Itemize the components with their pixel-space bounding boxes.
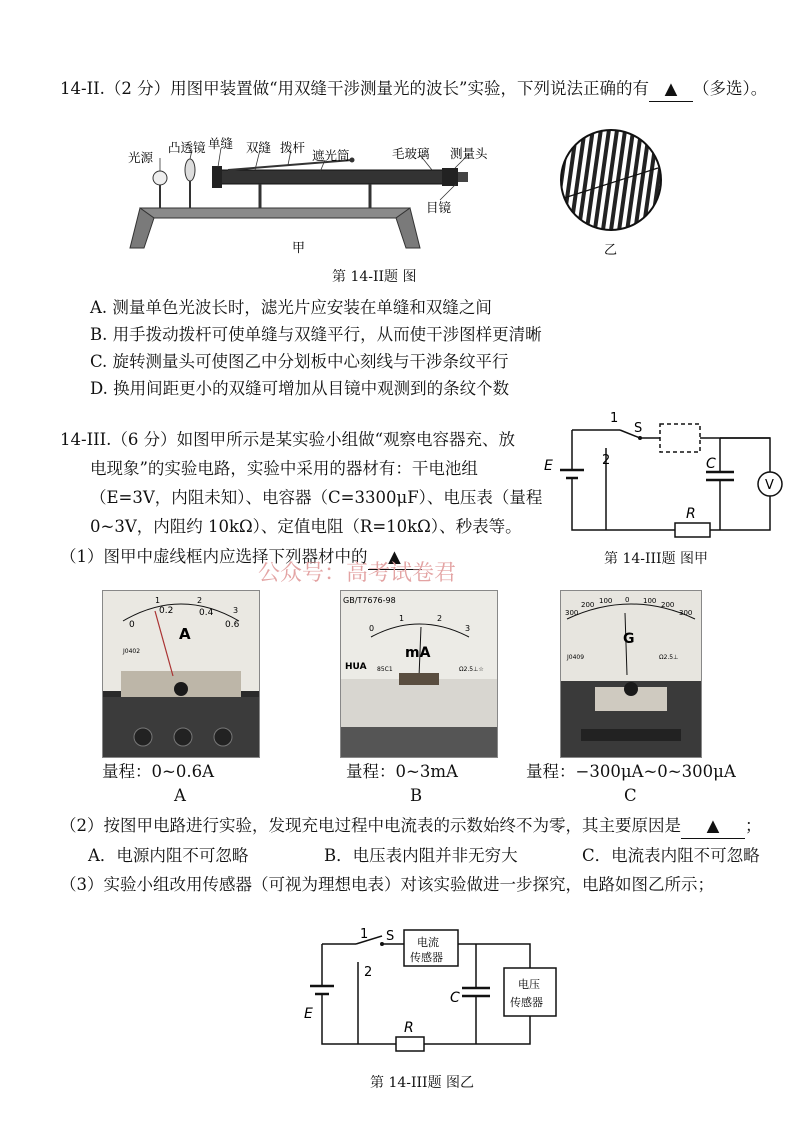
circuit-a-caption: 第 14-III题 图甲: [604, 551, 709, 567]
part-2-text: （2）按图甲电路进行实验，发现充电过程中电流表的示数始终不为零，其主要原因是: [60, 816, 681, 835]
question-14-3-line-2: 电现象”的实验电路，实验中采用的器材有：干电池组: [90, 459, 478, 478]
meter-c-tick-1: 200: [581, 601, 595, 609]
label-switch: S: [386, 929, 395, 944]
label-fig-b: 乙: [604, 243, 618, 258]
current-sensor-label-2: 传感器: [410, 951, 443, 964]
fringe-stripes: [552, 121, 674, 245]
label-single-slit: 单缝: [208, 136, 234, 151]
label-resistor: R: [686, 506, 696, 522]
label-emf: E: [304, 1006, 313, 1022]
meter-b-brand: HUA: [345, 662, 367, 672]
meter-b-letter[interactable]: B: [410, 786, 423, 805]
label-eyepiece: 目镜: [426, 200, 452, 215]
meter-b-tick-0: 0: [369, 624, 375, 633]
meter-a-scale2-3: 3: [233, 606, 239, 615]
circuit-diagram-b: [300, 922, 580, 1062]
meter-b-note: 85C1: [377, 666, 393, 673]
question-14-3-line-4: 0~3V，内阻约 10kΩ）、定值电阻（R=10kΩ）、秒表等。: [90, 517, 522, 536]
answer-marker: ▲: [388, 547, 401, 566]
resistor-r: [396, 1037, 424, 1051]
label-emf: E: [544, 458, 553, 474]
meter-photo-a[interactable]: [102, 590, 260, 758]
part-2-option-c[interactable]: C．电流表内阻不可忽略: [582, 846, 760, 865]
meter-a-tick-3: 0.6: [225, 620, 240, 630]
label-lever: 拨杆: [280, 140, 306, 155]
part-3-stem: （3）实验小组改用传感器（可视为理想电表）对该实验做进一步探究，电路如图乙所示；: [60, 875, 714, 894]
figure-caption-14-2: 第 14-II题 图: [332, 269, 417, 285]
part-2-option-a[interactable]: A．电源内阻不可忽略: [88, 846, 249, 865]
meter-a-model: J0402: [123, 648, 141, 655]
question-14-3-line-1: 14-III.（6 分）如图甲所示是某实验小组做“观察电容器充、放: [60, 430, 516, 449]
label-light-source: 光源: [128, 150, 154, 165]
label-frosted-glass: 毛玻璃: [392, 146, 430, 161]
meter-c-tick-2: 100: [599, 597, 613, 605]
watermark: 公众号：高考试卷君: [258, 561, 457, 586]
answer-blank[interactable]: [649, 77, 693, 102]
circuit-diagram-a: [540, 408, 790, 548]
dashed-meter-box: [660, 424, 700, 452]
optical-bench: [140, 208, 410, 218]
question-14-2-tail: （多选）。: [692, 79, 768, 98]
question-14-2-text: 14-II.（2 分）用图甲装置做“用双缝干涉测量光的波长”实验，下列说法正确的有: [60, 79, 649, 98]
light-bulb: [153, 171, 167, 185]
label-double-slit: 双缝: [246, 140, 272, 155]
meter-a-scale2-1: 1: [155, 596, 161, 605]
label-fig-a: 甲: [292, 241, 306, 256]
meter-photo-c[interactable]: [560, 590, 702, 758]
resistor-r: [675, 523, 710, 537]
meter-c-range: 量程：−300μA~0~300μA: [526, 762, 736, 781]
meter-b-range: 量程：0~3mA: [346, 762, 458, 781]
label-capacitor: C: [450, 990, 460, 1006]
meter-b-tick-3: 3: [465, 624, 471, 633]
label-switch: S: [634, 421, 643, 436]
meter-a-tick-0: 0: [129, 620, 135, 630]
answer-marker: ▲: [706, 816, 720, 835]
meter-photo-b[interactable]: [340, 590, 498, 758]
voltage-sensor-label-1: 电压: [518, 978, 540, 991]
label-resistor: R: [404, 1020, 414, 1036]
part-2-tail: ；: [745, 816, 762, 835]
meter-b-tick-2: 2: [437, 614, 443, 623]
label-contact-2: 2: [602, 453, 611, 468]
answer-marker: ▲: [664, 79, 678, 98]
meter-a-range: 量程：0~0.6A: [102, 762, 214, 781]
label-contact-1: 1: [360, 927, 369, 942]
part-2-option-b[interactable]: B．电压表内阻并非无穷大: [324, 846, 518, 865]
meter-a-letter[interactable]: A: [174, 786, 186, 805]
meter-c-tick-4: 100: [643, 597, 657, 605]
circuit-b-caption: 第 14-III题 图乙: [370, 1075, 475, 1091]
option-a[interactable]: A. 测量单色光波长时，滤光片应安装在单缝和双缝之间: [90, 298, 492, 317]
interference-pattern-figure: [556, 128, 666, 258]
label-contact-2: 2: [364, 965, 373, 980]
meter-b-class: Ω2.5⊥☆: [459, 666, 484, 673]
option-c[interactable]: C. 旋转测量头可使图乙中分划板中心刻线与干涉条纹平行: [90, 352, 509, 371]
meter-a-scale2-2: 2: [197, 596, 203, 605]
part-2-stem: [60, 814, 762, 839]
double-slit-apparatus-figure: [120, 130, 488, 265]
meter-b-face-label: mA: [405, 645, 431, 661]
meter-b-top-text: GB/T7676-98: [343, 596, 396, 605]
meter-c-tick-5: 200: [661, 601, 675, 609]
meter-c-face-letter: G: [623, 631, 635, 647]
label-voltmeter: V: [765, 478, 774, 493]
label-hood: 遮光筒: [312, 148, 350, 163]
meter-c-class: Ω2.5⊥: [659, 654, 679, 661]
meter-a-tick-2: 0.4: [199, 608, 214, 618]
current-sensor-label-1: 电流: [417, 936, 439, 949]
meter-a-tick-1: 0.2: [159, 606, 174, 616]
label-measuring-head: 测量头: [450, 146, 488, 161]
part-2-answer-blank[interactable]: [681, 814, 745, 839]
meter-c-tick-3: 0: [625, 596, 630, 604]
convex-lens: [185, 159, 195, 181]
voltage-sensor-label-2: 传感器: [510, 996, 543, 1009]
label-lens: 凸透镜: [168, 140, 206, 155]
meter-a-face-letter: A: [179, 625, 191, 643]
single-slit-holder: [212, 166, 222, 188]
label-capacitor: C: [706, 456, 716, 472]
measuring-head: [442, 168, 458, 186]
meter-c-tick-6: 300: [679, 609, 693, 617]
eyepiece: [458, 172, 468, 182]
question-14-3-line-3: （E=3V，内阻未知）、电容器（C=3300μF）、电压表（量程: [90, 488, 543, 507]
option-d[interactable]: D. 换用间距更小的双缝可增加从目镜中观测到的条纹个数: [90, 379, 510, 398]
part-1-text: （1）图甲中虚线框内应选择下列器材中的: [60, 547, 368, 566]
meter-c-letter[interactable]: C: [624, 786, 637, 805]
meter-c-tick-0: 300: [565, 609, 579, 617]
meter-c-model: J0409: [567, 654, 585, 661]
label-contact-1: 1: [610, 411, 619, 426]
meter-b-tick-1: 1: [399, 614, 405, 623]
hood-tube: [215, 170, 445, 184]
question-14-2-stem: [60, 77, 767, 102]
option-b[interactable]: B. 用手拨动拨杆可使单缝与双缝平行，从而使干涉图样更清晰: [90, 325, 542, 344]
